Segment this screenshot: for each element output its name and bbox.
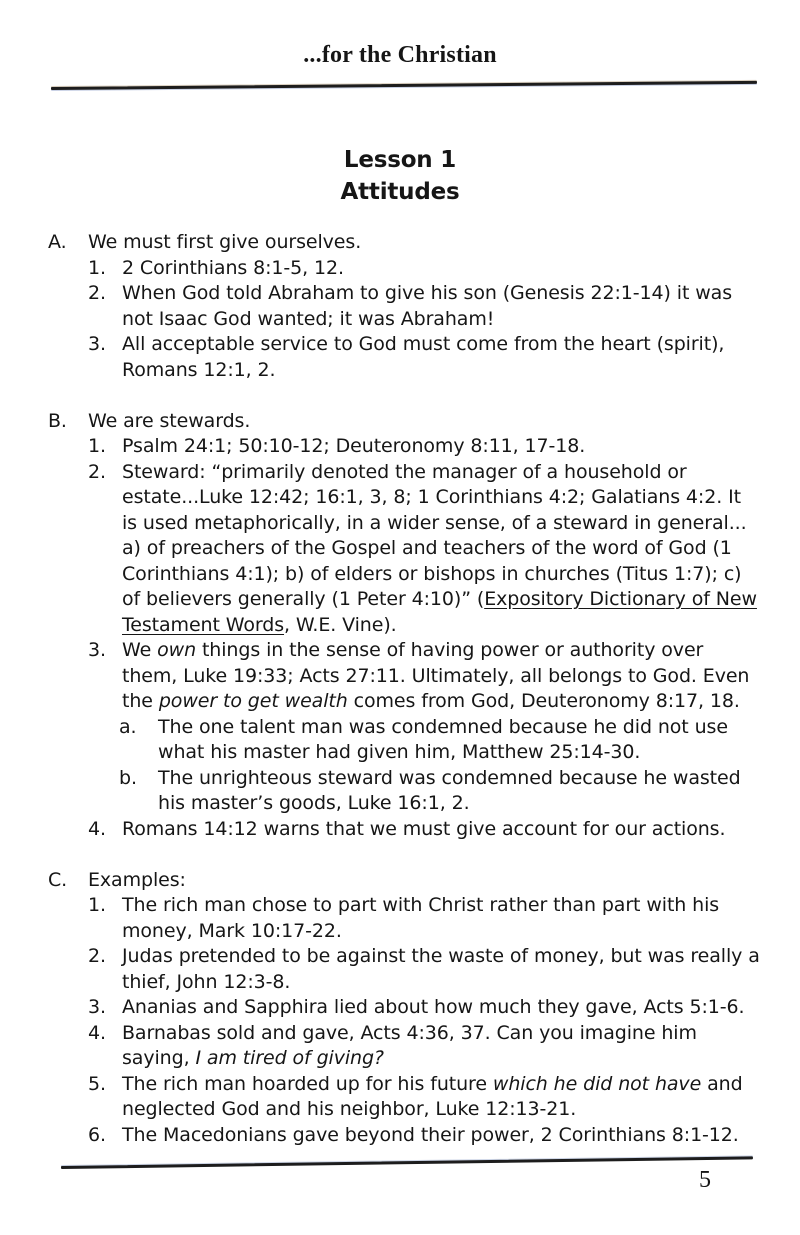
list-item: [88, 638, 760, 817]
item-text: [122, 893, 760, 944]
text-run: Ananias and Sapphira lied about how much they gave, Acts 5:1-6.: [122, 996, 745, 1018]
list-item: [88, 944, 760, 995]
item-number: 3.: [88, 996, 106, 1018]
item-body: [122, 995, 760, 1021]
item-body: [122, 1021, 760, 1072]
text-run: Barnabas sold and gave, Acts 4:36, 37. Can you imagine him saying,: [122, 1021, 697, 1069]
item-text: [122, 1123, 760, 1149]
list-item: [88, 1021, 760, 1072]
section-items: [48, 434, 760, 842]
section-items: [48, 893, 760, 1148]
item-text: [122, 460, 760, 639]
item-number: 1.: [88, 435, 106, 457]
italic-text: power to get wealth: [158, 690, 348, 712]
text-run: comes from God, Deuteronomy 8:17, 18.: [347, 690, 740, 712]
list-item: [88, 434, 760, 460]
sub-item-text: [158, 715, 760, 766]
text-run: 2 Corinthians 8:1-5, 12.: [122, 256, 344, 279]
italic-text: which he did not have: [492, 1072, 702, 1095]
item-body: [122, 332, 760, 383]
item-text: [122, 995, 760, 1021]
item-number: 1.: [88, 256, 106, 279]
page-number: 5: [699, 1167, 711, 1193]
list-item: [88, 995, 760, 1021]
list-item: [88, 1072, 760, 1123]
item-text: [122, 281, 760, 332]
text-run: The one talent man was condemned because he did not use what his master had given him, Matthew 25:14-30.: [158, 715, 728, 763]
sub-item-letter: a.: [119, 715, 137, 738]
section-heading-text: Examples:: [88, 868, 186, 891]
text-run: When God told Abraham to give his son (Genesis 22:1-14) it was not Isaac God wanted; it was Abraham!: [122, 282, 733, 330]
item-number: 1.: [88, 894, 106, 916]
list-item: [88, 460, 760, 639]
item-text: [122, 1072, 760, 1123]
item-body: [122, 460, 760, 639]
list-item: [88, 256, 760, 282]
lesson-title: [0, 144, 800, 208]
section-heading: [48, 868, 760, 894]
item-number: 2.: [88, 282, 106, 304]
text-run: , W.E. Vine).: [284, 613, 397, 636]
text-run: We: [122, 639, 158, 661]
text-run: Psalm 24:1; 50:10-12; Deuteronomy 8:11, 17-18.: [122, 435, 586, 457]
text-run: The Macedonians gave beyond their power, 2 Corinthians 8:1-12.: [122, 1123, 739, 1146]
item-number: 3.: [88, 333, 106, 355]
section-label: B.: [48, 409, 67, 432]
section-heading: [48, 230, 760, 256]
item-number: 3.: [88, 639, 106, 661]
section-label: A.: [48, 231, 67, 253]
item-text: [122, 256, 760, 282]
item-body: [122, 944, 760, 995]
text-run: The rich man hoarded up for his future: [122, 1072, 493, 1095]
text-run: Judas pretended to be against the waste of money, but was really a thief, John 12:3-8.: [122, 945, 760, 993]
section-heading: [48, 409, 760, 435]
item-body: [122, 817, 760, 843]
outline-section: [48, 868, 760, 1149]
item-body: [122, 1123, 760, 1149]
item-number: 2.: [88, 945, 106, 967]
list-item: [88, 1123, 760, 1149]
section-items: [48, 256, 760, 384]
item-text: [122, 434, 760, 460]
item-body: [122, 1072, 760, 1123]
italic-text: I am tired of giving?: [195, 1047, 384, 1069]
outline-section: [48, 230, 760, 383]
item-number: 6.: [88, 1123, 106, 1146]
text-run: things in the sense of having power or authority over them, Luke 19:33; Acts 27:11. Ultimately, all belongs to God. Even the: [122, 639, 750, 712]
sub-item-letter: b.: [119, 766, 137, 789]
sub-item: [119, 766, 760, 817]
sub-item: [119, 715, 760, 766]
outline-section: [48, 409, 760, 843]
outline-content: [48, 230, 760, 1174]
item-text: [122, 944, 760, 995]
text-run: Steward: “primarily denoted the manager of a household or estate...Luke 12:42; 16:1, 3, 8; 1 Corinthians 4:2; Galatians 4:2. It is used metaphorically, in a wider sense, of a steward in general... a) of preachers of the Gospel and teachers of the word of God (1 Corinthians 4:1); b) of elders or bishops in churches (Titus 1:7); c) of believers generally (1 Peter 4:10)” (: [122, 460, 747, 610]
item-body: [122, 893, 760, 944]
list-item: [88, 332, 760, 383]
list-item: [88, 817, 760, 843]
text-run: and neglected God and his neighbor, Luke 12:13-21.: [122, 1072, 743, 1120]
item-body: [122, 256, 760, 282]
list-item: [88, 893, 760, 944]
lesson-name: Attitudes: [340, 179, 460, 205]
text-run: All acceptable service to God must come from the heart (spirit), Romans 12:1, 2.: [122, 333, 725, 381]
header-divider: [51, 81, 757, 90]
item-number: 4.: [88, 1021, 106, 1044]
section-heading-text: We are stewards.: [88, 409, 251, 432]
text-run: The rich man chose to part with Christ rather than part with his money, Mark 10:17-22.: [122, 894, 720, 942]
item-body: [119, 638, 760, 817]
item-number: 2.: [88, 460, 106, 483]
sub-item-text: [158, 766, 760, 817]
item-number: 4.: [88, 817, 106, 840]
item-text: [122, 638, 760, 715]
item-text: [122, 332, 760, 383]
section-heading-text: We must first give ourselves.: [88, 231, 362, 253]
list-item: [88, 281, 760, 332]
item-number: 5.: [88, 1072, 106, 1095]
text-run: The unrighteous steward was condemned because he wasted his master’s goods, Luke 16:1, 2.: [158, 766, 741, 814]
text-run: Romans 14:12 warns that we must give account for our actions.: [122, 817, 726, 840]
lesson-number: Lesson 1: [343, 147, 457, 173]
section-label: C.: [48, 868, 68, 891]
italic-text: own: [157, 639, 197, 661]
running-header: ...for the Christian: [303, 42, 497, 68]
item-body: [122, 434, 760, 460]
item-body: [122, 281, 760, 332]
underlined-text: Expository Dictionary of New Testament Words: [122, 588, 757, 636]
item-text: [122, 1021, 760, 1072]
item-text: [122, 817, 760, 843]
